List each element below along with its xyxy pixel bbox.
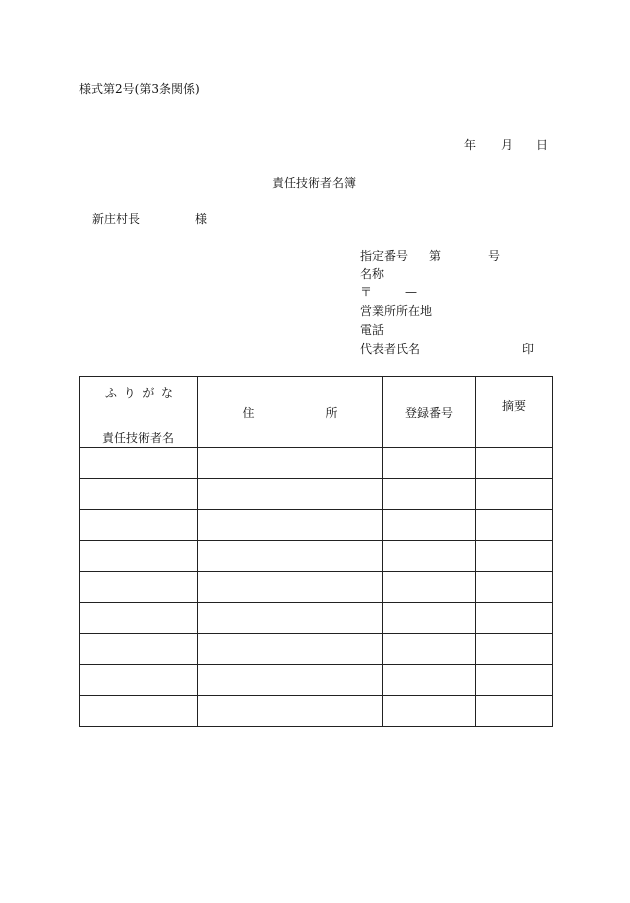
name-cell[interactable] [80,634,198,665]
address-cell[interactable] [198,510,383,541]
name-cell[interactable] [80,696,198,727]
remarks-cell[interactable] [476,665,553,696]
address-cell[interactable] [198,541,383,572]
registration-number-cell[interactable] [383,665,476,696]
remarks-header-cell [476,377,553,448]
postal-mark: 〒 [360,285,373,299]
table-row [80,572,553,603]
address-header-char: 所 [325,405,338,420]
office-address-label: 営業所所在地 [360,304,433,318]
designation-prefix: 第 [429,249,442,263]
addressee-honorific: 様 [195,212,208,226]
representative-label: 代表者氏名 [360,342,421,356]
name-cell[interactable] [80,510,198,541]
address-cell[interactable] [198,448,383,479]
registration-number-cell[interactable] [383,603,476,634]
seal-mark: 印 [522,342,535,356]
address-cell[interactable] [198,665,383,696]
page-title: 責任技術者名簿 [272,176,357,190]
table-row [80,696,553,727]
table-row [80,479,553,510]
technician-roster-table [79,376,553,727]
registration-number-cell[interactable] [383,479,476,510]
address-cell[interactable] [198,479,383,510]
remarks-header: 摘要 [501,398,526,413]
table-row [80,603,553,634]
table-row [80,448,553,479]
registration-number-cell[interactable] [383,572,476,603]
name-label: 名称 [360,267,385,281]
address-cell[interactable] [198,572,383,603]
furigana-char: が [142,386,155,400]
name-header-cell [80,377,198,448]
name-cell[interactable] [80,665,198,696]
date-month: 月 [501,138,514,152]
furigana-header [105,384,173,401]
remarks-cell[interactable] [476,696,553,727]
name-cell[interactable] [80,541,198,572]
name-cell[interactable] [80,479,198,510]
registration-number-header: 登録番号 [404,405,453,420]
table-row [80,510,553,541]
remarks-cell[interactable] [476,541,553,572]
address-cell[interactable] [198,603,383,634]
table-row [80,541,553,572]
registration-number-cell[interactable] [383,634,476,665]
designation-label: 指定番号 [360,249,409,263]
address-header-char: 住 [242,405,255,420]
remarks-cell[interactable] [476,603,553,634]
registration-number-cell[interactable] [383,510,476,541]
date-day: 日 [536,138,549,152]
date-year: 年 [464,138,477,152]
table-row [80,634,553,665]
address-header [243,404,338,421]
registration-number-cell[interactable] [383,696,476,727]
registration-number-cell[interactable] [383,541,476,572]
remarks-cell[interactable] [476,634,553,665]
remarks-cell[interactable] [476,448,553,479]
address-cell[interactable] [198,696,383,727]
name-cell[interactable] [80,603,198,634]
technician-name-header: 責任技術者名 [102,431,175,445]
name-cell[interactable] [80,448,198,479]
form-number: 様式第2号(第3条関係) [79,82,200,96]
table-header-row [80,377,553,448]
address-cell[interactable] [198,634,383,665]
remarks-cell[interactable] [476,510,553,541]
remarks-cell[interactable] [476,479,553,510]
remarks-cell[interactable] [476,572,553,603]
registration-header-cell [383,377,476,448]
furigana-char: り [123,386,136,400]
postal-dash: — [405,285,417,299]
designation-suffix: 号 [488,249,501,263]
registration-number-cell[interactable] [383,448,476,479]
name-cell[interactable] [80,572,198,603]
addressee-name: 新庄村長 [92,212,141,226]
phone-label: 電話 [360,323,385,337]
furigana-char: ふ [105,386,118,400]
table-row [80,665,553,696]
furigana-char: な [160,386,173,400]
address-header-cell [198,377,383,448]
